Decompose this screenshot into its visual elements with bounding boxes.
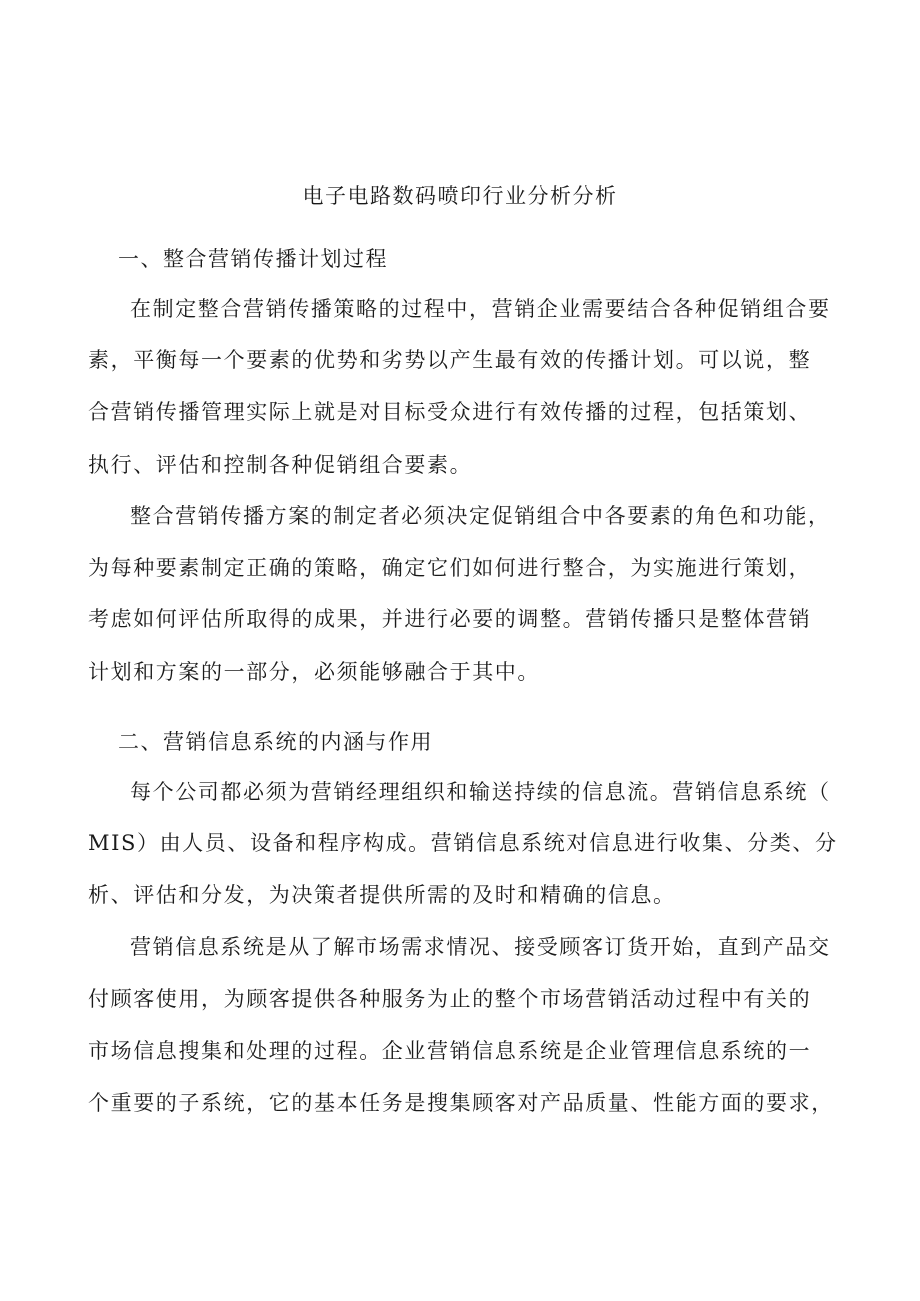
paragraph-line: MIS）由人员、设备和程序构成。营销信息系统对信息进行收集、分类、分: [88, 831, 838, 855]
paragraph-line: 个重要的子系统，它的基本任务是搜集顾客对产品质量、性能方面的要求，: [88, 1091, 834, 1115]
paragraph-line: 每个公司都必须为营销经理组织和输送持续的信息流。营销信息系统（: [130, 780, 831, 804]
section-heading-1: 一、整合营销传播计划过程: [118, 247, 388, 271]
paragraph-line: 整合营销传播方案的制定者必须决定促销组合中各要素的角色和功能，: [130, 504, 831, 528]
paragraph-line: 为每种要素制定正确的策略，确定它们如何进行整合，为实施进行策划，: [88, 556, 812, 580]
paragraph-line: 执行、评估和控制各种促销组合要素。: [88, 453, 473, 477]
paragraph-line: 合营销传播管理实际上就是对目标受众进行有效传播的过程，包括策划、: [88, 400, 812, 424]
paragraph-line: 付顾客使用，为顾客提供各种服务为止的整个市场营销活动过程中有关的: [88, 987, 812, 1011]
paragraph-line: 营销信息系统是从了解市场需求情况、接受顾客订货开始，直到产品交: [130, 935, 831, 959]
paragraph-line: 析、评估和分发，为决策者提供所需的及时和精确的信息。: [88, 883, 676, 907]
section-heading-2: 二、营销信息系统的内涵与作用: [118, 730, 433, 754]
paragraph-line: 在制定整合营销传播策略的过程中，营销企业需要结合各种促销组合要: [130, 297, 831, 321]
document-title: 电子电路数码喷印行业分析分析: [302, 184, 618, 208]
paragraph-line: 考虑如何评估所取得的成果，并进行必要的调整。营销传播只是整体营销: [88, 607, 812, 631]
paragraph-line: 计划和方案的一部分，必须能够融合于其中。: [88, 660, 540, 684]
paragraph-line: 素，平衡每一个要素的优势和劣势以产生最有效的传播计划。可以说，整: [88, 348, 812, 372]
paragraph-line: 市场信息搜集和处理的过程。企业营销信息系统是企业管理信息系统的一: [88, 1039, 812, 1063]
